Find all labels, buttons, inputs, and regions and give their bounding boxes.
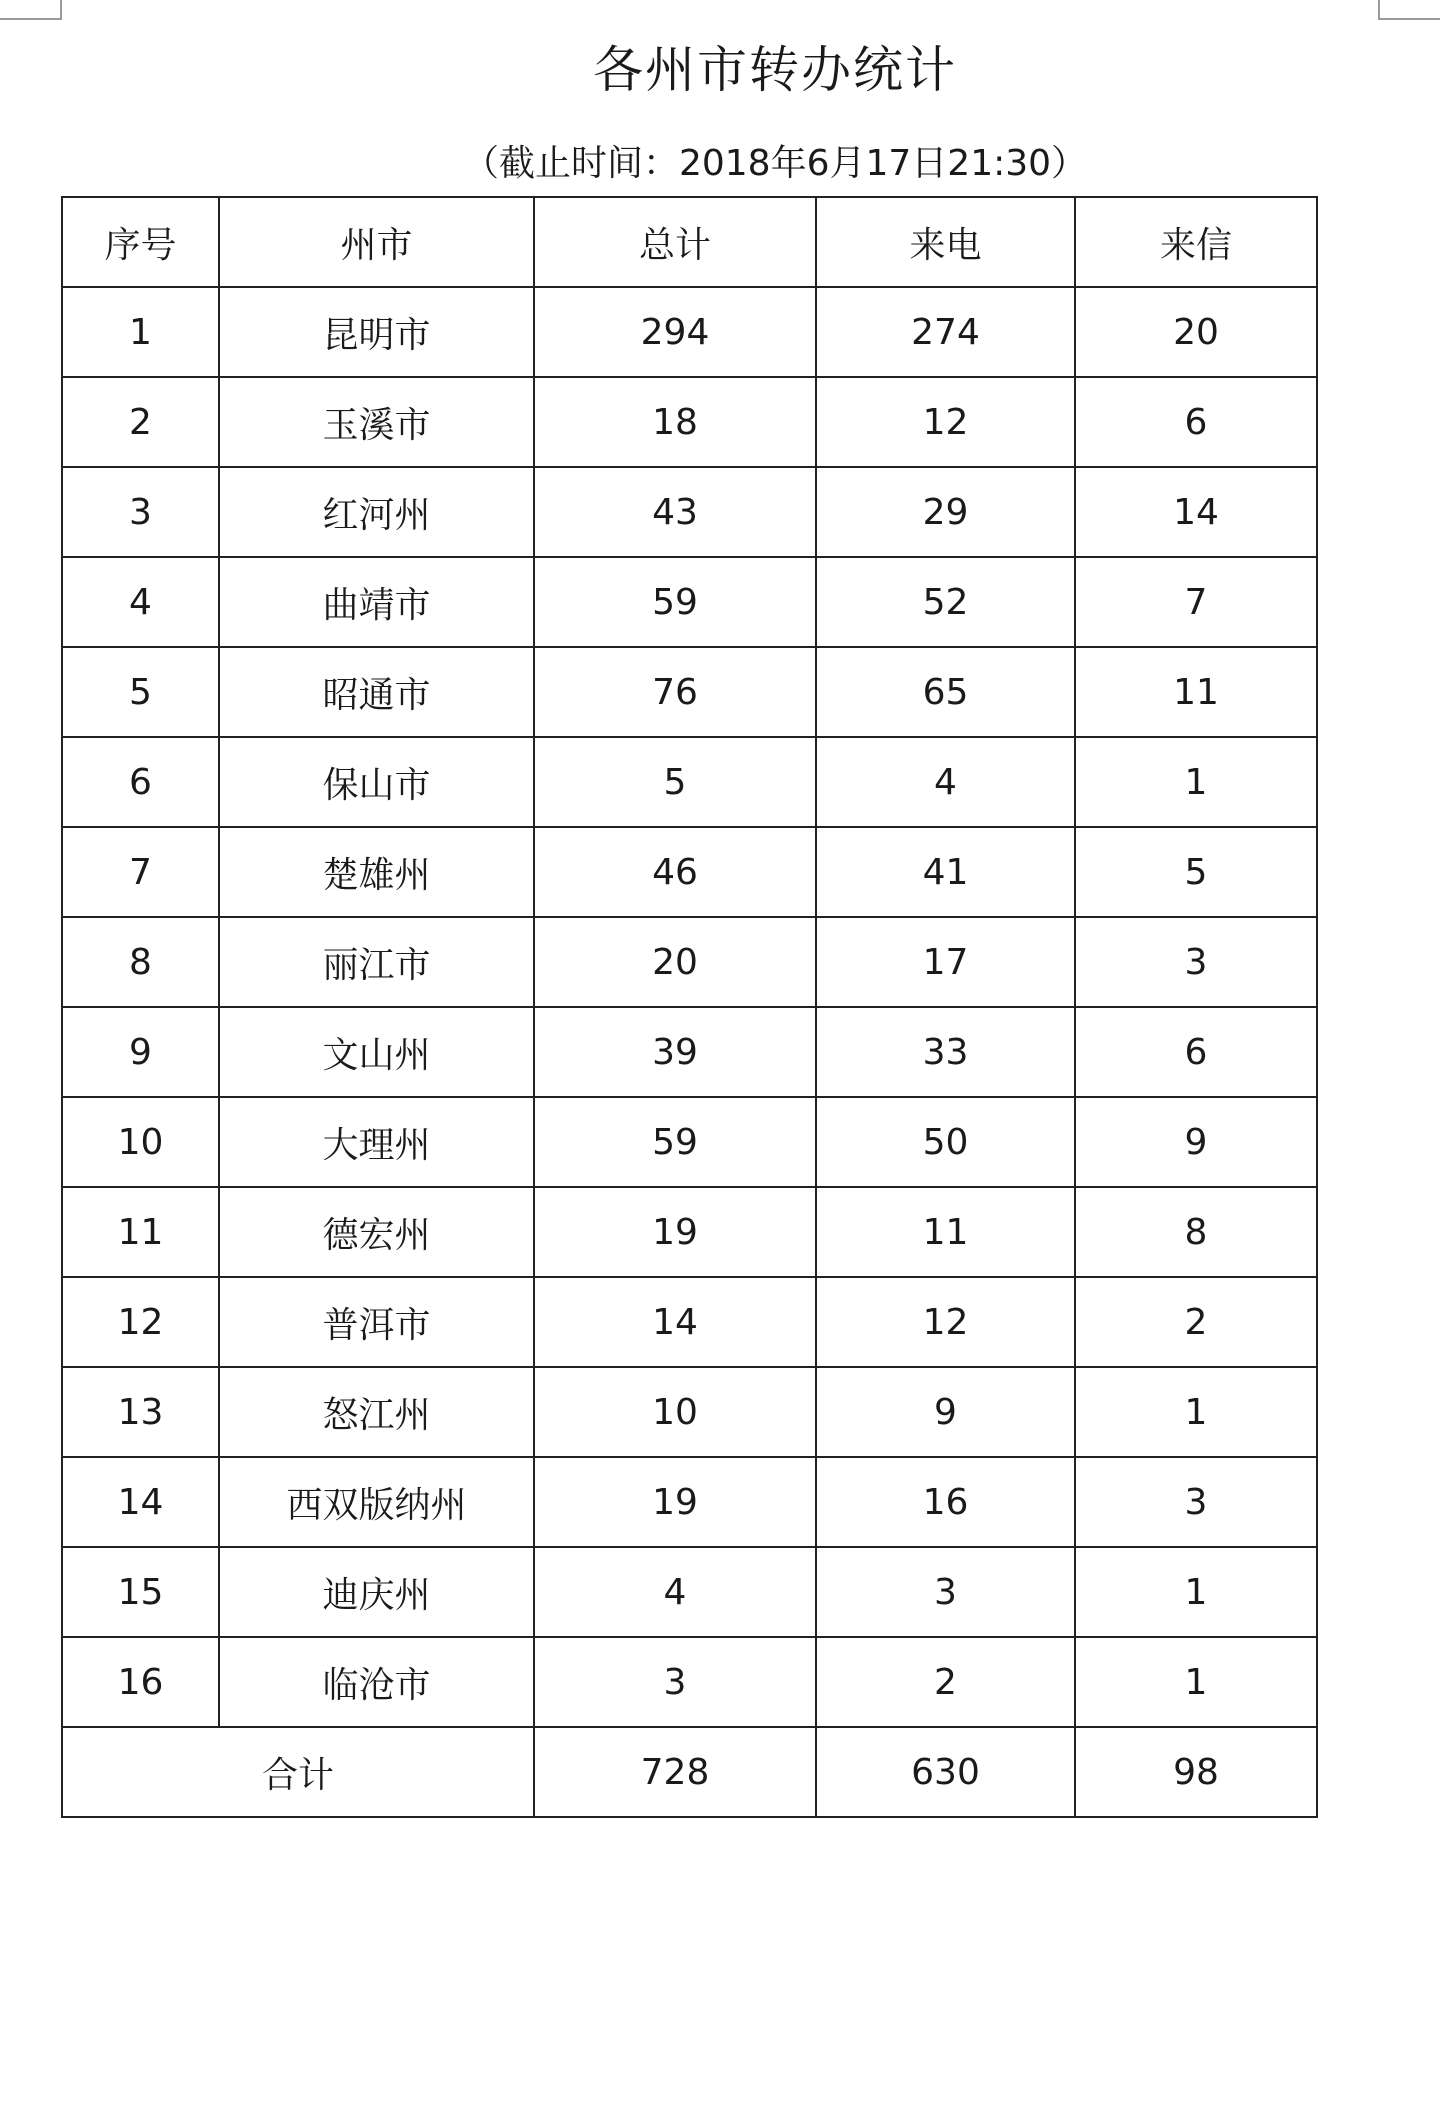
cell-total: 19 xyxy=(534,1457,816,1547)
cell-total: 4 xyxy=(534,1547,816,1637)
cell-region: 怒江州 xyxy=(219,1367,534,1457)
page-corner-mark-right xyxy=(1378,0,1440,20)
cell-region: 迪庆州 xyxy=(219,1547,534,1637)
table-row xyxy=(62,1187,1317,1277)
cell-letter: 9 xyxy=(1075,1097,1317,1187)
cell-region: 玉溪市 xyxy=(219,377,534,467)
cell-phone: 11 xyxy=(816,1187,1075,1277)
cell-index: 6 xyxy=(62,737,219,827)
cell-letter: 1 xyxy=(1075,1637,1317,1727)
table-header-row xyxy=(62,197,1317,287)
cell-phone: 17 xyxy=(816,917,1075,1007)
cell-total: 59 xyxy=(534,557,816,647)
cell-total: 20 xyxy=(534,917,816,1007)
table-row xyxy=(62,1367,1317,1457)
cell-region: 大理州 xyxy=(219,1097,534,1187)
table-row xyxy=(62,827,1317,917)
cell-letter: 1 xyxy=(1075,1547,1317,1637)
cell-phone: 16 xyxy=(816,1457,1075,1547)
cell-index: 15 xyxy=(62,1547,219,1637)
summary-letter: 98 xyxy=(1075,1727,1317,1817)
cell-index: 8 xyxy=(62,917,219,1007)
cell-index: 5 xyxy=(62,647,219,737)
cell-region: 昆明市 xyxy=(219,287,534,377)
cell-letter: 8 xyxy=(1075,1187,1317,1277)
cell-region: 昭通市 xyxy=(219,647,534,737)
cell-phone: 4 xyxy=(816,737,1075,827)
table-row xyxy=(62,377,1317,467)
header-phone: 来电 xyxy=(816,197,1075,287)
cell-phone: 65 xyxy=(816,647,1075,737)
header-letter: 来信 xyxy=(1075,197,1317,287)
table-row xyxy=(62,557,1317,647)
cell-index: 2 xyxy=(62,377,219,467)
cell-region: 临沧市 xyxy=(219,1637,534,1727)
table-row xyxy=(62,917,1317,1007)
cell-total: 46 xyxy=(534,827,816,917)
cell-index: 9 xyxy=(62,1007,219,1097)
cell-phone: 52 xyxy=(816,557,1075,647)
cell-phone: 3 xyxy=(816,1547,1075,1637)
table-row xyxy=(62,467,1317,557)
cell-phone: 29 xyxy=(816,467,1075,557)
cell-letter: 11 xyxy=(1075,647,1317,737)
table-row xyxy=(62,1547,1317,1637)
cell-letter: 6 xyxy=(1075,1007,1317,1097)
cell-region: 西双版纳州 xyxy=(219,1457,534,1547)
cell-phone: 50 xyxy=(816,1097,1075,1187)
table-summary-row xyxy=(62,1727,1317,1817)
table-row xyxy=(62,287,1317,377)
table-row xyxy=(62,1277,1317,1367)
summary-label: 合计 xyxy=(62,1727,534,1817)
cell-phone: 33 xyxy=(816,1007,1075,1097)
cell-region: 丽江市 xyxy=(219,917,534,1007)
cell-letter: 1 xyxy=(1075,1367,1317,1457)
table-row xyxy=(62,1637,1317,1727)
page-title: 各州市转办统计 xyxy=(593,41,957,99)
table-row xyxy=(62,1007,1317,1097)
stats-table xyxy=(61,196,1318,1818)
header-index: 序号 xyxy=(62,197,219,287)
cell-total: 39 xyxy=(534,1007,816,1097)
cell-letter: 7 xyxy=(1075,557,1317,647)
cell-index: 10 xyxy=(62,1097,219,1187)
cell-letter: 6 xyxy=(1075,377,1317,467)
cell-total: 19 xyxy=(534,1187,816,1277)
cell-phone: 274 xyxy=(816,287,1075,377)
cell-region: 德宏州 xyxy=(219,1187,534,1277)
cell-letter: 20 xyxy=(1075,287,1317,377)
cell-region: 普洱市 xyxy=(219,1277,534,1367)
cell-total: 59 xyxy=(534,1097,816,1187)
page-subtitle: （截止时间：2018年6月17日21:30） xyxy=(462,143,1088,184)
cell-total: 10 xyxy=(534,1367,816,1457)
cell-phone: 12 xyxy=(816,1277,1075,1367)
cell-region: 文山州 xyxy=(219,1007,534,1097)
header-total: 总计 xyxy=(534,197,816,287)
cell-region: 红河州 xyxy=(219,467,534,557)
cell-total: 5 xyxy=(534,737,816,827)
cell-phone: 41 xyxy=(816,827,1075,917)
cell-region: 楚雄州 xyxy=(219,827,534,917)
cell-total: 3 xyxy=(534,1637,816,1727)
cell-index: 7 xyxy=(62,827,219,917)
cell-phone: 12 xyxy=(816,377,1075,467)
cell-region: 保山市 xyxy=(219,737,534,827)
cell-letter: 3 xyxy=(1075,1457,1317,1547)
summary-phone: 630 xyxy=(816,1727,1075,1817)
cell-index: 13 xyxy=(62,1367,219,1457)
cell-region: 曲靖市 xyxy=(219,557,534,647)
table-row xyxy=(62,647,1317,737)
table-row xyxy=(62,1097,1317,1187)
cell-letter: 1 xyxy=(1075,737,1317,827)
cell-letter: 3 xyxy=(1075,917,1317,1007)
cell-letter: 14 xyxy=(1075,467,1317,557)
cell-index: 16 xyxy=(62,1637,219,1727)
cell-phone: 9 xyxy=(816,1367,1075,1457)
cell-letter: 5 xyxy=(1075,827,1317,917)
cell-index: 11 xyxy=(62,1187,219,1277)
table-row xyxy=(62,737,1317,827)
cell-letter: 2 xyxy=(1075,1277,1317,1367)
cell-index: 14 xyxy=(62,1457,219,1547)
cell-total: 294 xyxy=(534,287,816,377)
cell-phone: 2 xyxy=(816,1637,1075,1727)
cell-index: 12 xyxy=(62,1277,219,1367)
cell-total: 14 xyxy=(534,1277,816,1367)
cell-total: 18 xyxy=(534,377,816,467)
table-row xyxy=(62,1457,1317,1547)
cell-index: 4 xyxy=(62,557,219,647)
cell-index: 1 xyxy=(62,287,219,377)
cell-total: 43 xyxy=(534,467,816,557)
header-region: 州市 xyxy=(219,197,534,287)
cell-total: 76 xyxy=(534,647,816,737)
summary-total: 728 xyxy=(534,1727,816,1817)
cell-index: 3 xyxy=(62,467,219,557)
page-corner-mark-left xyxy=(0,0,62,20)
